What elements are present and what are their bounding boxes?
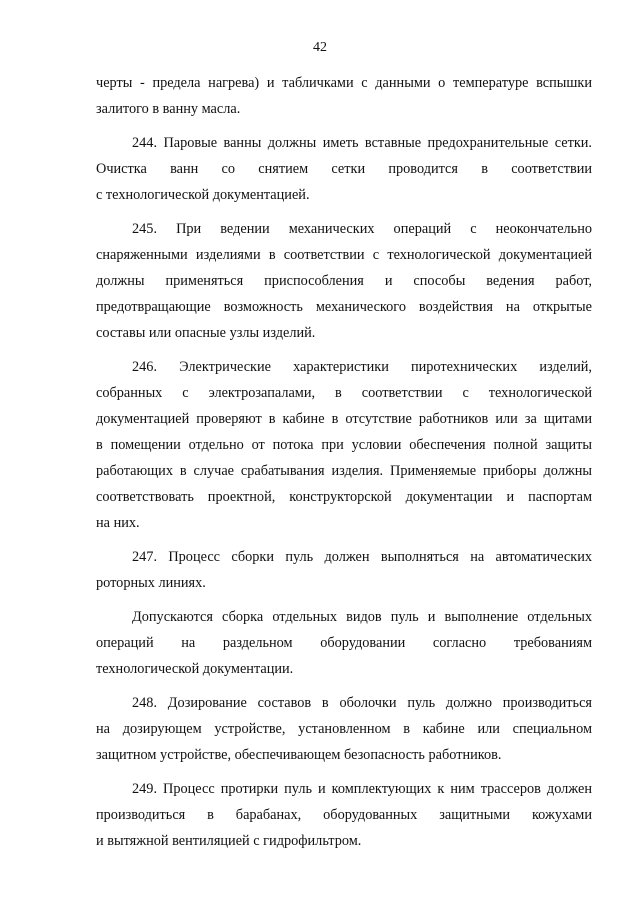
text-line: технологической документации.	[96, 661, 294, 677]
text-line: документацией проверяют в кабине в отсутствие работников или за щитами	[96, 411, 592, 427]
text-line: на них.	[96, 515, 140, 531]
text-line: соответствовать проектной, конструкторской документации и паспортам	[96, 489, 592, 505]
text-line: 244. Паровые ванны должны иметь вставные предохранительные сетки.	[132, 135, 592, 151]
paragraph-249	[96, 776, 592, 854]
text-line: 249. Процесс протирки пуль и комплектующих к ним трассеров должен	[132, 781, 592, 797]
text-line: черты - предела нагрева) и табличками с данными о температуре вспышки	[96, 75, 592, 91]
paragraph-243-continuation	[96, 70, 592, 122]
paragraph-247-continued	[96, 604, 592, 682]
document-body	[96, 70, 592, 854]
text-line: роторных линиях.	[96, 575, 206, 591]
text-line: 246. Электрические характеристики пиротехнических изделий,	[132, 359, 592, 375]
text-line: защитном устройстве, обеспечивающем безопасность работников.	[96, 747, 502, 763]
paragraph-244	[96, 130, 592, 208]
text-line: с технологической документацией.	[96, 187, 310, 203]
text-line: производиться в барабанах, оборудованных защитными кожухами	[96, 807, 592, 823]
text-line: работающих в случае срабатывания изделия. Применяемые приборы должны	[96, 463, 592, 479]
text-line: составы или опасные узлы изделий.	[96, 325, 316, 341]
paragraph-248	[96, 690, 592, 768]
text-line: 245. При ведении механических операций с неокончательно	[132, 221, 592, 237]
text-line: Допускаются сборка отдельных видов пуль и выполнение отдельных	[132, 609, 592, 625]
text-line: Очистка ванн со снятием сетки проводится в соответствии	[96, 161, 592, 177]
text-line: 247. Процесс сборки пуль должен выполняться на автоматических	[132, 549, 592, 565]
text-line: собранных с электрозапалами, в соответствии с технологической	[96, 385, 592, 401]
text-line: операций на раздельном оборудовании согласно требованиям	[96, 635, 592, 651]
paragraph-245	[96, 216, 592, 346]
paragraph-246	[96, 354, 592, 536]
page-number: 42	[313, 40, 327, 55]
paragraph-247	[96, 544, 592, 596]
text-line: снаряженными изделиями в соответствии с технологической документацией	[96, 247, 592, 263]
text-line: и вытяжной вентиляцией с гидрофильтром.	[96, 833, 362, 849]
text-line: залитого в ванну масла.	[96, 101, 241, 117]
text-line: должны применяться приспособления и способы ведения работ,	[96, 273, 592, 289]
text-line: на дозирующем устройстве, установленном в кабине или специальном	[96, 721, 592, 737]
text-line: в помещении отдельно от потока при условии обеспечения полной защиты	[96, 437, 592, 453]
text-line: предотвращающие возможность механического воздействия на открытые	[96, 299, 592, 315]
text-line: 248. Дозирование составов в оболочки пуль должно производиться	[132, 695, 592, 711]
